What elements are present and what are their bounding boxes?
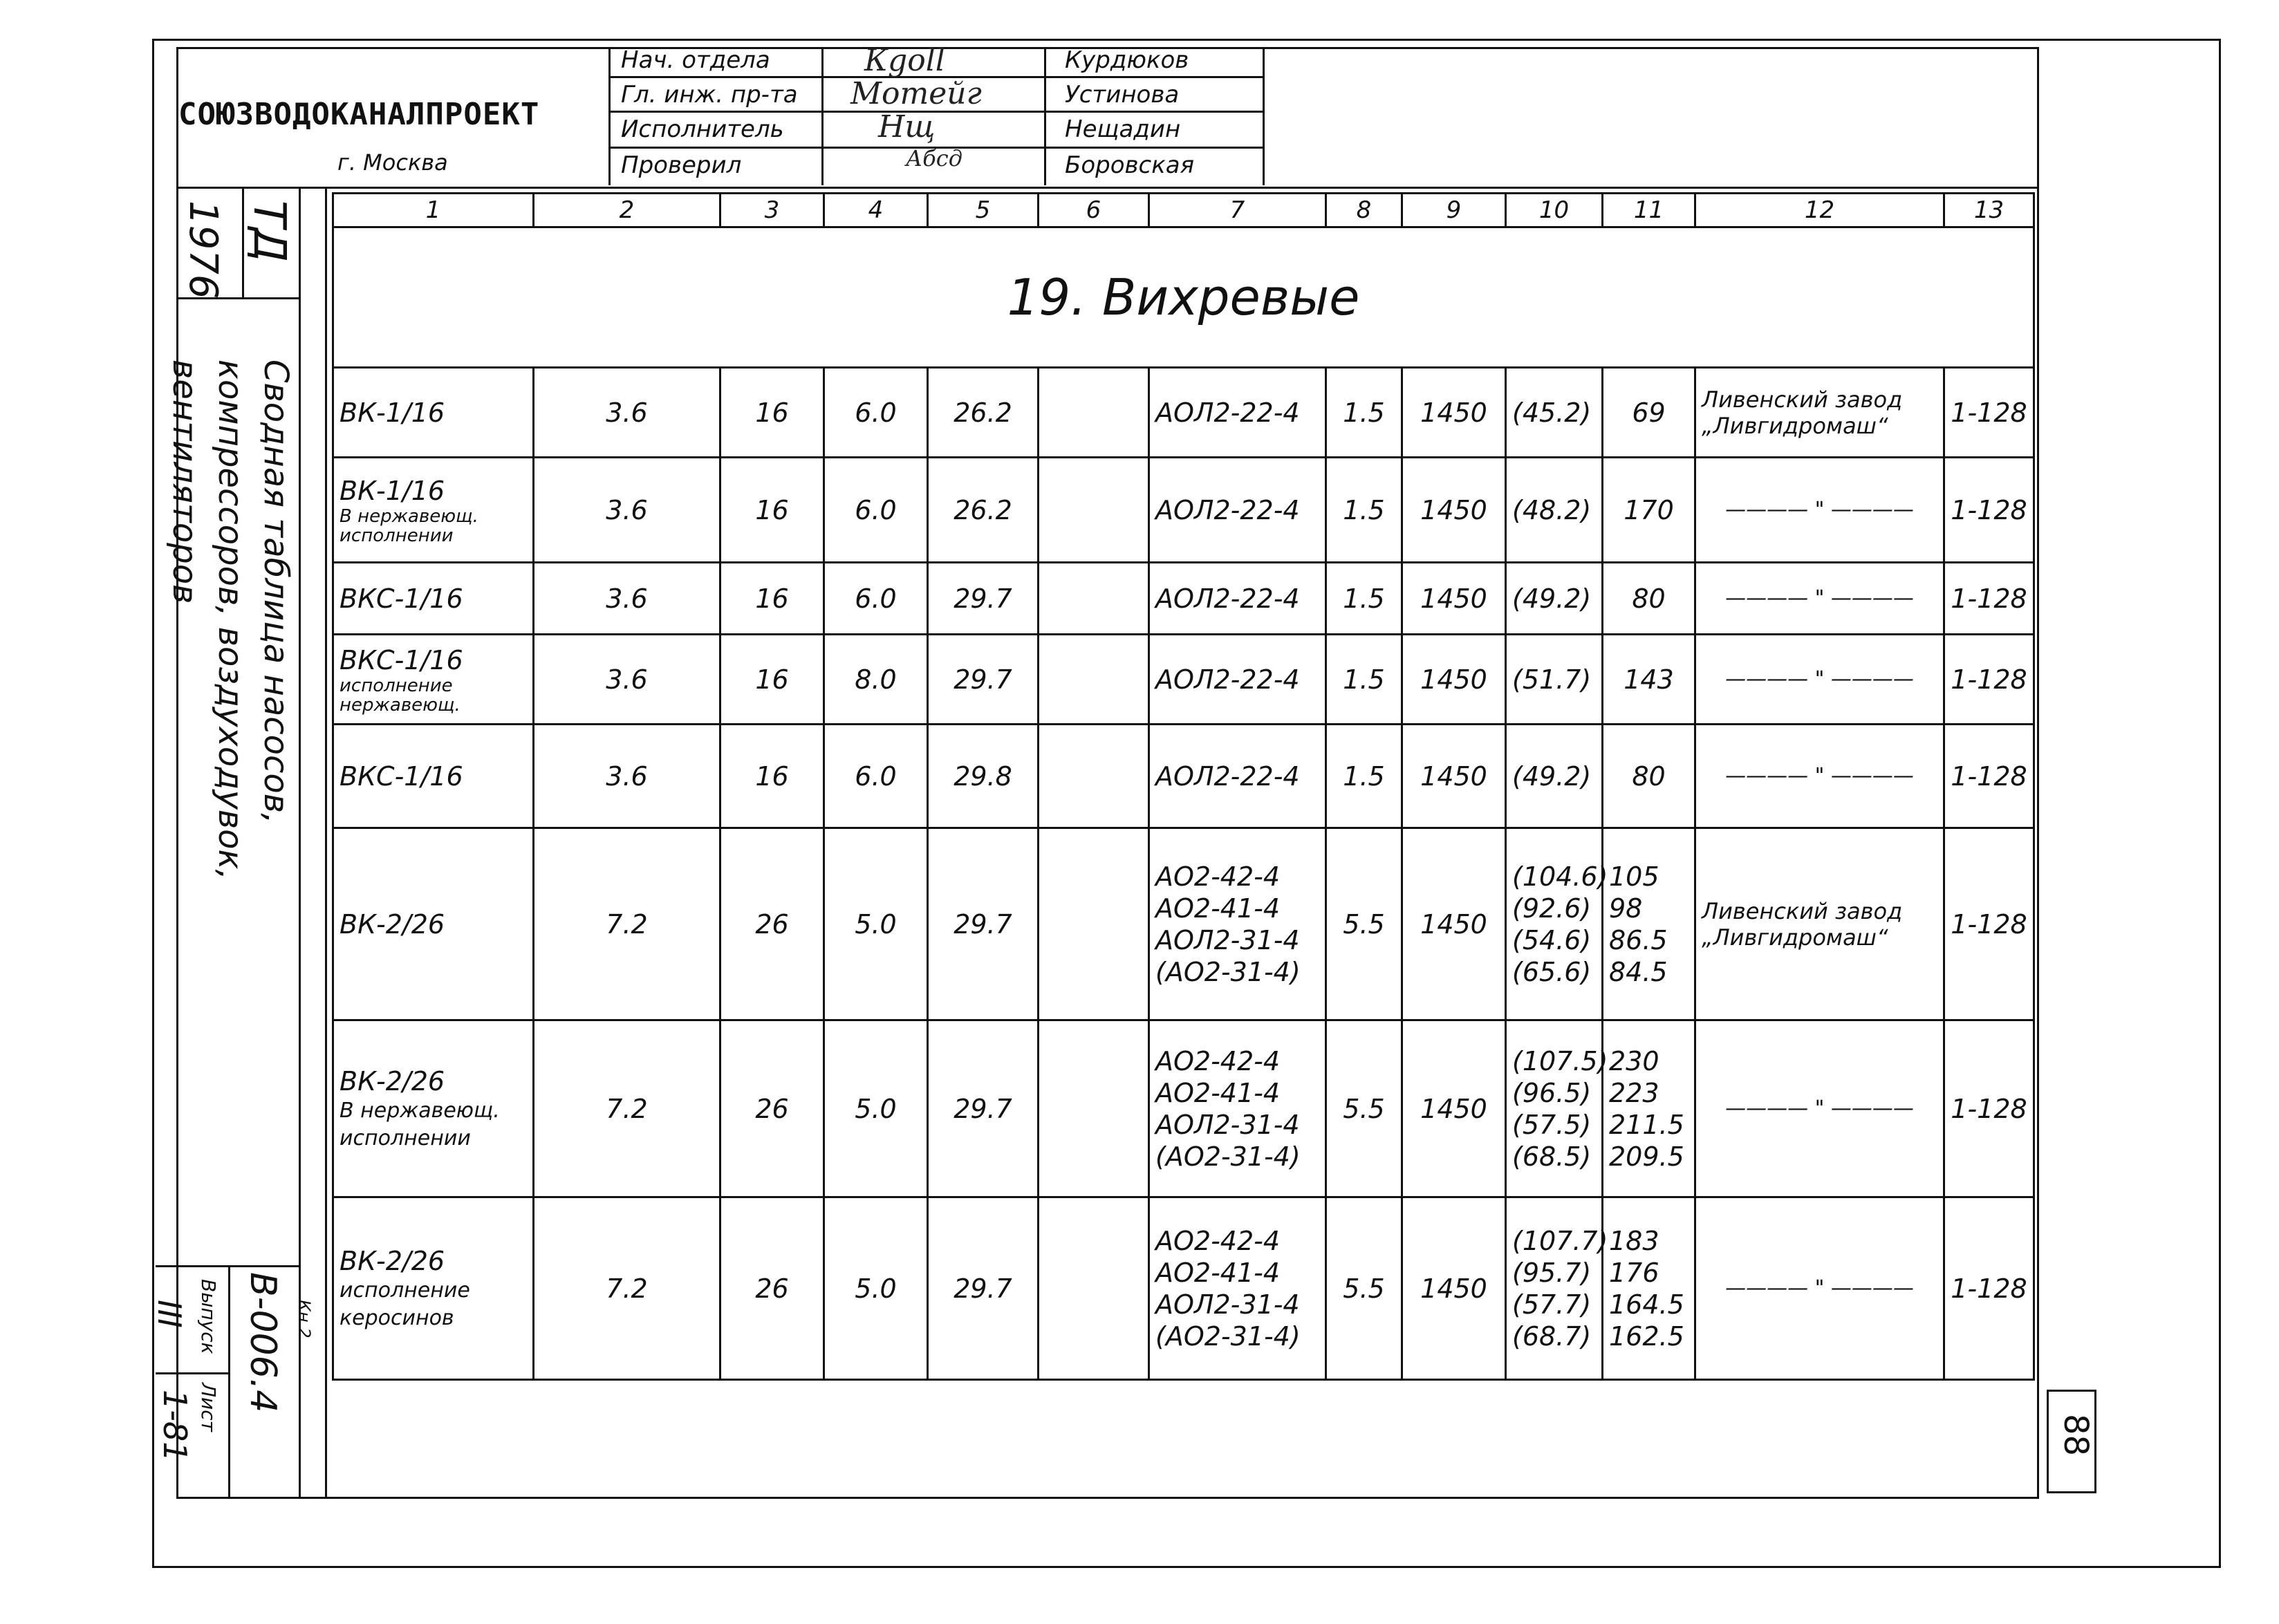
page-number: 88 bbox=[2056, 1414, 2095, 1457]
table-cell: 1-128 bbox=[1944, 635, 2034, 725]
weight-cell bbox=[1603, 635, 1695, 725]
table-cell: 7.2 bbox=[534, 1197, 720, 1380]
motor-type: (АО2-31-4) bbox=[1155, 1141, 1301, 1172]
table-cell: 1-128 bbox=[1944, 1020, 2034, 1197]
sheet-number: 1-81 bbox=[156, 1390, 194, 1462]
table-cell: 1-128 bbox=[1944, 1197, 2034, 1380]
table-cell: 6.0 bbox=[824, 725, 928, 828]
model-cell bbox=[333, 635, 534, 725]
column-number: 12 bbox=[1695, 194, 1944, 227]
manufacturer-cell: ———— " ———— bbox=[1695, 725, 1944, 828]
issue-label: Выпуск bbox=[197, 1279, 220, 1354]
table-row bbox=[333, 563, 2034, 635]
mass-value: (68.5) bbox=[1512, 1141, 1592, 1172]
table-cell: 26.2 bbox=[928, 458, 1039, 563]
table-cell: 29.7 bbox=[928, 635, 1039, 725]
motor-type: АО2-41-4 bbox=[1155, 893, 1281, 924]
mass-value: (68.7) bbox=[1512, 1320, 1592, 1352]
table-cell: 5.0 bbox=[824, 828, 928, 1020]
table-cell: 1450 bbox=[1402, 1020, 1506, 1197]
column-number: 5 bbox=[928, 194, 1039, 227]
signature-image: Мотейг bbox=[850, 76, 982, 111]
weight-cell bbox=[1603, 368, 1695, 458]
manufacturer-cell: ———— " ———— bbox=[1695, 635, 1944, 725]
motor-cell bbox=[1149, 828, 1326, 1020]
table-cell: 5.5 bbox=[1326, 1020, 1402, 1197]
table-cell: 29.7 bbox=[928, 1020, 1039, 1197]
model-cell bbox=[333, 563, 534, 635]
weight-value: 209.5 bbox=[1609, 1141, 1684, 1172]
table-cell: 26 bbox=[720, 828, 824, 1020]
motor-type: АО2-42-4 bbox=[1155, 1225, 1281, 1256]
table-cell: 6.0 bbox=[824, 368, 928, 458]
motor-type: АОЛ2-22-4 bbox=[1155, 583, 1300, 614]
table-cell: 16 bbox=[720, 635, 824, 725]
table-cell: 16 bbox=[720, 563, 824, 635]
signature-image: Абсд bbox=[906, 145, 962, 171]
model-cell bbox=[333, 828, 534, 1020]
model-name: ВК-2/26 bbox=[339, 1065, 445, 1096]
motor-cell bbox=[1149, 563, 1326, 635]
table-cell bbox=[1039, 1020, 1149, 1197]
model-note: В нержавеющ. исполнении bbox=[339, 1098, 500, 1150]
weight-value: 183 bbox=[1609, 1225, 1659, 1256]
weight-cell bbox=[1603, 563, 1695, 635]
table-cell: 1450 bbox=[1402, 563, 1506, 635]
model-name: ВК-1/16 bbox=[339, 475, 445, 506]
table-cell bbox=[1039, 725, 1149, 828]
motor-cell bbox=[1149, 725, 1326, 828]
table-cell: 1.5 bbox=[1326, 563, 1402, 635]
issue-number: III bbox=[151, 1300, 188, 1328]
motor-cell bbox=[1149, 1020, 1326, 1197]
manufacturer-cell: Ливенский завод „Ливгидромаш“ bbox=[1695, 368, 1944, 458]
motor-type: АОЛ2-22-4 bbox=[1155, 664, 1300, 695]
model-note: В нержавеющ. исполнении bbox=[339, 505, 478, 546]
column-number: 11 bbox=[1603, 194, 1695, 227]
column-number: 10 bbox=[1506, 194, 1603, 227]
mass-cell bbox=[1506, 635, 1603, 725]
model-name: ВКС-1/16 bbox=[339, 583, 463, 614]
weight-value: 86.5 bbox=[1609, 924, 1668, 955]
role-label: Проверил bbox=[621, 151, 742, 179]
mass-cell bbox=[1506, 828, 1608, 1020]
table-cell: 26 bbox=[720, 1197, 824, 1380]
manufacturer-cell: Ливенский завод „Ливгидромаш“ bbox=[1695, 828, 1944, 1020]
mass-cell bbox=[1506, 725, 1603, 828]
table-cell bbox=[1039, 458, 1149, 563]
mass-cell bbox=[1506, 563, 1603, 635]
motor-type: АО2-42-4 bbox=[1155, 1045, 1281, 1076]
motor-type: АОЛ2-22-4 bbox=[1155, 494, 1300, 525]
table-cell: 3.6 bbox=[534, 458, 720, 563]
weight-value: 143 bbox=[1624, 664, 1674, 695]
organization-name: СОЮЗВОДОКАНАЛПРОЕКТ bbox=[178, 97, 540, 132]
motor-type: АО2-41-4 bbox=[1155, 1077, 1281, 1108]
name-label: Нещадин bbox=[1065, 115, 1181, 143]
weight-value: 164.5 bbox=[1609, 1289, 1684, 1320]
side-line bbox=[156, 1265, 299, 1267]
side-line bbox=[176, 187, 2039, 189]
mass-value: (95.7) bbox=[1512, 1257, 1592, 1288]
weight-cell bbox=[1603, 458, 1695, 563]
column-number: 8 bbox=[1326, 194, 1402, 227]
model-cell bbox=[333, 1020, 534, 1197]
table-row bbox=[333, 725, 2034, 828]
table-cell: 29.7 bbox=[928, 1197, 1039, 1380]
table-cell: 3.6 bbox=[534, 563, 720, 635]
table-cell: 7.2 bbox=[534, 828, 720, 1020]
table-cell bbox=[1039, 1197, 1149, 1380]
role-label: Нач. отдела bbox=[621, 46, 770, 74]
mass-value: (45.2) bbox=[1512, 397, 1592, 428]
table-cell: 1.5 bbox=[1326, 368, 1402, 458]
model-cell bbox=[333, 725, 534, 828]
weight-value: 80 bbox=[1632, 583, 1666, 614]
table-cell: 1.5 bbox=[1326, 458, 1402, 563]
manufacturer-cell: ———— " ———— bbox=[1695, 458, 1944, 563]
table-cell: 7.2 bbox=[534, 1020, 720, 1197]
weight-value: 170 bbox=[1624, 494, 1674, 525]
mass-value: (49.2) bbox=[1512, 760, 1592, 792]
motor-cell bbox=[1149, 1197, 1326, 1380]
model-name: ВКС-1/16 bbox=[339, 760, 463, 792]
table-cell: 1-128 bbox=[1944, 368, 2034, 458]
table-cell: 5.0 bbox=[824, 1020, 928, 1197]
motor-cell bbox=[1149, 368, 1326, 458]
side-divider bbox=[228, 1265, 230, 1499]
mass-value: (51.7) bbox=[1512, 664, 1592, 695]
table-cell: 1450 bbox=[1402, 828, 1506, 1020]
weight-value: 176 bbox=[1609, 1257, 1659, 1288]
signature-image: Кgoll bbox=[864, 43, 945, 78]
weight-cell bbox=[1603, 725, 1695, 828]
role-label: Гл. инж. пр-та bbox=[621, 81, 798, 109]
weight-cell bbox=[1603, 1197, 1695, 1380]
weight-value: 105 bbox=[1609, 861, 1659, 892]
stamp-divider bbox=[608, 47, 611, 185]
model-cell bbox=[333, 368, 534, 458]
mass-value: (48.2) bbox=[1512, 494, 1592, 525]
mass-value: (57.7) bbox=[1512, 1289, 1592, 1320]
table-cell: 6.0 bbox=[824, 563, 928, 635]
table-cell bbox=[1039, 368, 1149, 458]
stamp-divider bbox=[1044, 47, 1046, 185]
weight-value: 230 bbox=[1609, 1045, 1659, 1076]
motor-type: АОЛ2-31-4 bbox=[1155, 924, 1300, 955]
weight-cell bbox=[1603, 828, 1695, 1020]
column-number: 7 bbox=[1149, 194, 1326, 227]
table-cell: 26.2 bbox=[928, 368, 1039, 458]
model-name: ВКС-1/16 bbox=[339, 644, 463, 675]
motor-cell bbox=[1149, 458, 1326, 563]
table-cell: 8.0 bbox=[824, 635, 928, 725]
pump-table bbox=[332, 192, 2035, 1381]
motor-type: АОЛ2-31-4 bbox=[1155, 1289, 1300, 1320]
model-note: исполнение керосинов bbox=[339, 1278, 470, 1330]
section-title: 19. Вихревые bbox=[333, 227, 2034, 368]
motor-type: АОЛ2-22-4 bbox=[1155, 760, 1300, 792]
motor-type: АО2-41-4 bbox=[1155, 1257, 1281, 1288]
manufacturer-cell: ———— " ———— bbox=[1695, 563, 1944, 635]
weight-value: 223 bbox=[1609, 1077, 1659, 1108]
mass-cell bbox=[1506, 458, 1603, 563]
table-cell: 3.6 bbox=[534, 635, 720, 725]
stamp-divider bbox=[821, 47, 824, 185]
stamp-divider bbox=[1263, 47, 1265, 185]
model-cell bbox=[333, 458, 534, 563]
table-cell: 1450 bbox=[1402, 368, 1506, 458]
column-number-row bbox=[333, 194, 2034, 227]
table-cell: 5.0 bbox=[824, 1197, 928, 1380]
mass-value: (104.6) bbox=[1512, 861, 1608, 892]
table-cell: 1-128 bbox=[1944, 725, 2034, 828]
model-name: ВК-2/26 bbox=[339, 1245, 445, 1276]
table-cell bbox=[1039, 828, 1149, 1020]
series-number: В-006.4 bbox=[242, 1272, 283, 1413]
table-cell: 16 bbox=[720, 725, 824, 828]
mass-cell bbox=[1506, 368, 1603, 458]
manufacturer-cell: ———— " ———— bbox=[1695, 1020, 1944, 1197]
column-number: 9 bbox=[1402, 194, 1506, 227]
name-label: Боровская bbox=[1065, 151, 1195, 179]
column-number: 6 bbox=[1039, 194, 1149, 227]
mass-value: (96.5) bbox=[1512, 1077, 1592, 1108]
table-cell: 29.8 bbox=[928, 725, 1039, 828]
side-title: Сводная таблица насосов, компрессоров, воздуходувок, вентиляторов bbox=[165, 360, 295, 880]
code-label: ТД bbox=[243, 200, 295, 263]
table-cell: 16 bbox=[720, 458, 824, 563]
table-cell: 6.0 bbox=[824, 458, 928, 563]
table-cell: 5.5 bbox=[1326, 828, 1402, 1020]
model-name: ВК-1/16 bbox=[339, 397, 445, 428]
model-note: исполнение нержавеющ. bbox=[339, 675, 461, 716]
table-cell: 3.6 bbox=[534, 368, 720, 458]
table-cell: 1-128 bbox=[1944, 563, 2034, 635]
motor-type: АОЛ2-22-4 bbox=[1155, 397, 1300, 428]
weight-value: 162.5 bbox=[1609, 1320, 1684, 1352]
table-cell: 1-128 bbox=[1944, 828, 2034, 1020]
model-name: ВК-2/26 bbox=[339, 908, 445, 940]
role-label: Исполнитель bbox=[621, 115, 784, 143]
signature-image: Нщ bbox=[878, 109, 936, 144]
table-cell bbox=[1039, 635, 1149, 725]
weight-value: 84.5 bbox=[1609, 956, 1668, 987]
motor-cell bbox=[1149, 635, 1326, 725]
table-row bbox=[333, 828, 2034, 1020]
mass-value: (54.6) bbox=[1512, 924, 1592, 955]
column-number: 1 bbox=[333, 194, 534, 227]
table-cell: 26 bbox=[720, 1020, 824, 1197]
table-cell: 1450 bbox=[1402, 1197, 1506, 1380]
table-cell: 1450 bbox=[1402, 458, 1506, 563]
motor-type: АОЛ2-31-4 bbox=[1155, 1109, 1300, 1140]
city-label: г. Москва bbox=[337, 149, 448, 176]
weight-value: 69 bbox=[1632, 397, 1666, 428]
motor-type: АО2-42-4 bbox=[1155, 861, 1281, 892]
weight-value: 80 bbox=[1632, 760, 1666, 792]
table-cell: 29.7 bbox=[928, 563, 1039, 635]
table-row bbox=[333, 635, 2034, 725]
motor-type: (АО2-31-4) bbox=[1155, 956, 1301, 987]
table-cell: 1.5 bbox=[1326, 635, 1402, 725]
table-cell: 1450 bbox=[1402, 635, 1506, 725]
table-cell bbox=[1039, 563, 1149, 635]
table-cell: 3.6 bbox=[534, 725, 720, 828]
table-cell: 1-128 bbox=[1944, 458, 2034, 563]
side-line bbox=[156, 1372, 228, 1374]
book-label: Кн.2 bbox=[295, 1300, 314, 1338]
weight-value: 98 bbox=[1609, 893, 1643, 924]
table-cell: 29.7 bbox=[928, 828, 1039, 1020]
table-cell: 1.5 bbox=[1326, 725, 1402, 828]
table-row bbox=[333, 458, 2034, 563]
mass-value: (65.6) bbox=[1512, 956, 1592, 987]
mass-value: (92.6) bbox=[1512, 893, 1592, 924]
mass-value: (49.2) bbox=[1512, 583, 1592, 614]
year-label: 1976 bbox=[180, 200, 225, 299]
column-number: 4 bbox=[824, 194, 928, 227]
column-number: 13 bbox=[1944, 194, 2034, 227]
table-row bbox=[333, 1020, 2034, 1197]
weight-value: 211.5 bbox=[1609, 1109, 1684, 1140]
table-row bbox=[333, 1197, 2034, 1380]
table-row bbox=[333, 368, 2034, 458]
manufacturer-cell: ———— " ———— bbox=[1695, 1197, 1944, 1380]
table-cell: 16 bbox=[720, 368, 824, 458]
mass-value: (107.5) bbox=[1512, 1045, 1608, 1076]
mass-value: (57.5) bbox=[1512, 1109, 1592, 1140]
column-number: 2 bbox=[534, 194, 720, 227]
model-cell bbox=[333, 1197, 534, 1380]
table-cell: 5.5 bbox=[1326, 1197, 1402, 1380]
weight-cell bbox=[1603, 1020, 1695, 1197]
sheet-label: Лист bbox=[197, 1383, 220, 1432]
mass-value: (107.7) bbox=[1512, 1225, 1608, 1256]
side-divider bbox=[325, 187, 327, 1499]
name-label: Устинова bbox=[1065, 81, 1180, 109]
mass-cell bbox=[1506, 1020, 1608, 1197]
motor-type: (АО2-31-4) bbox=[1155, 1320, 1301, 1352]
section-title-row bbox=[333, 227, 2034, 368]
name-label: Курдюков bbox=[1065, 46, 1189, 74]
column-number: 3 bbox=[720, 194, 824, 227]
mass-cell bbox=[1506, 1197, 1608, 1380]
table-cell: 1450 bbox=[1402, 725, 1506, 828]
